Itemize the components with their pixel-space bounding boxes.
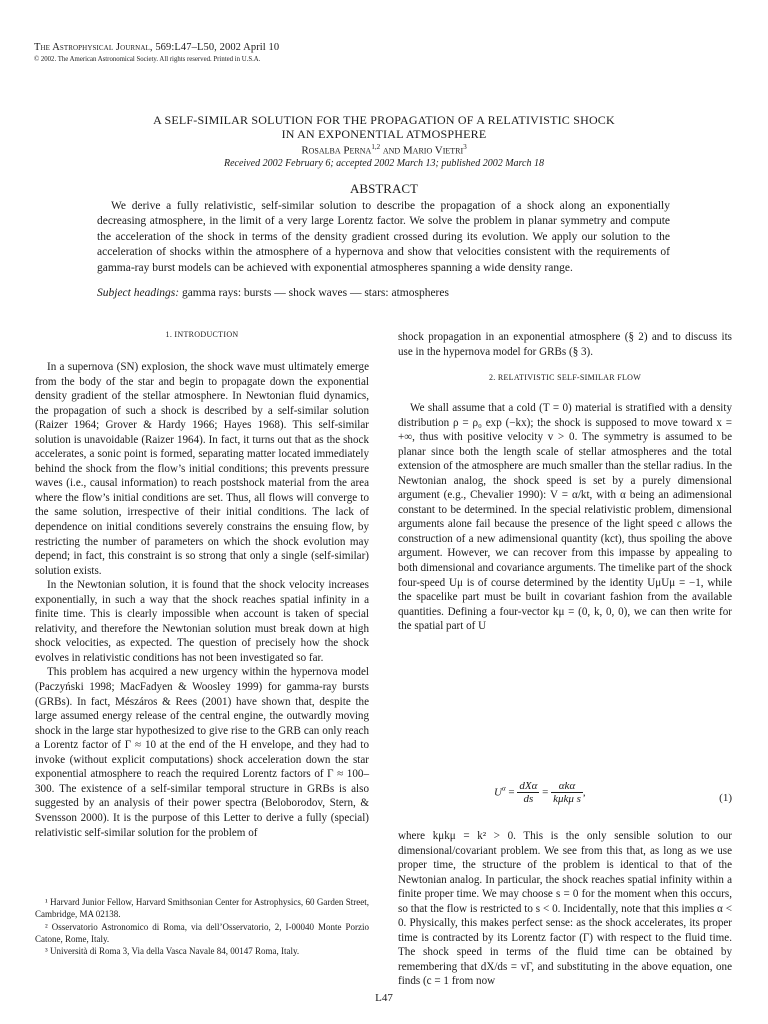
intro-paragraph-3: This problem has acquired a new urgency within the hypernova model (Paczyński 1998; MacFadyen & Woosley 1999) for gamma-ray bursts (GRBs). In fact, Mészáros & Rees (2001) have shown that, despite the large assumed energy release of the central engine, the outwardly moving shock in the large star hypothesized to give rise to the GRB can only reach a Lorentz factor of Γ ≈ 10 at the end of the H envelope, and they had to invoke (without explicit computations) shock acceleration down the star exponential atmosphere to reach the required Lorentz factors of Γ ≈ 100–300. The existence of a self-similar temporal structure in GRBs is also suggested by an analysis of their power spectra (Beloborodov, Stern, & Svensson 2000). It is the purpose of this Letter to derive a fully (special) relativistic self-similar solution for the problem of xyxy=(35,666,369,839)
section-2-after-equation xyxy=(398,829,732,989)
equation-body xyxy=(494,780,586,805)
title-line-2: IN AN EXPONENTIAL ATMOSPHERE xyxy=(281,127,487,141)
intro-continuation: shock propagation in an exponential atmosphere (§ 2) and to discuss its use in the hypernova model for GRBs (§ 3). xyxy=(398,331,732,358)
author-1: Rosalba Perna xyxy=(301,144,372,157)
author-list xyxy=(60,143,708,157)
intro-paragraph-2: In the Newtonian solution, it is found that the shock velocity increases exponentially, in such a way that the shock reaches spatial infinity in a finite time. This is clearly impossible when account is taken of special relativity, and therefore the Newtonian solution must break down at high shock velocities, as expected. The question of precisely how the shock evolves in relativistic conditions has not been investigated so far. xyxy=(35,579,369,664)
subject-headings-label: Subject headings: xyxy=(97,287,180,299)
subject-headings-text: gamma rays: bursts — shock waves — stars: atmospheres xyxy=(179,287,449,299)
section-1-heading: 1. INTRODUCTION xyxy=(165,330,239,339)
received-dates: Received 2002 February 6; accepted 2002 March 13; published 2002 March 18 xyxy=(223,158,544,169)
equation-fraction-1-numerator: dXα xyxy=(519,780,538,792)
footnote-3: ³ Università di Roma 3, Via della Vasca Navale 84, 00147 Roma, Italy. xyxy=(45,946,300,957)
section-2-body xyxy=(398,401,732,634)
journal-header xyxy=(34,42,279,53)
author-1-affiliation: 1,2 xyxy=(371,143,381,151)
section-2-paragraph-1: We shall assume that a cold (T = 0) material is stratified with a density distribution ρ = ρ₀ exp (−kx); the shock is supposed to move toward x = +∞, thus with positive velocity v > 0. The symmetry is assumed to be planar since both the length scale of stellar atmospheres and the total extension of the atmosphere are much smaller than the stellar radius. In the Newtonian analog, the shock speed is set by a purely dimensional argument (e.g., Chevalier 1990): V = α/kt, with α being an adimensional constant to be determined. In the special relativistic problem, dimensional arguments alone fail because the presence of the light speed c allows the construction of a new adimensional quantity (kct), thus spoiling the above argument. However, we can recover from this impasse by appealing to both dimensional and covariance arguments. The timelike part of the shock four-speed Uμ is of course determined by the identity UμUμ = −1, while the spacelike part must be built in covariant fashion from the available quantities. Defining a four-vector kμ = (0, k, 0, 0), we can then write for the spatial part of U xyxy=(398,402,732,633)
abstract-text: We derive a fully relativistic, self-similar solution to describe the propagation of a shock along an exponentially decreasing atmosphere, in the limit of a very large Lorentz factor. We solve the problem in planar symmetry and compute the acceleration of the shock in terms of the density gradient crossed during its evolution. We apply our solution to the acceleration of shocks within the atmosphere of a hypernova and show that velocities consistent with the requirements of gamma-ray burst models can be achieved with exponential atmospheres spanning a wide density range. xyxy=(97,200,670,274)
intro-paragraph-1: In a supernova (SN) explosion, the shock wave must ultimately emerge from the body of the star and begin to propagate down the exponential density gradient of the stellar atmosphere. In Newtonian fluid dynamics, the propagation of such a shock is described by a self-similar solution (Raizer 1964; Grover & Hardy 1966; Hayes 1968). This self-similar solution is unavoidable (Raizer 1964). In fact, it turns out that as the shock accelerates, a sonic point is formed, separating matter located immediately behind the shock from the flow’s initial conditions; this prevents pressure waves (i.e., causal information) to reach postshock material from the area where the flow’s initial conditions are set. Thus, all flows will converge to the same solution, irrespective of their initial conditions. The lack of dependence on initial conditions severely constrains the ensuing flow, by restricting the number of parameters on which the shock evolution may depend; in fact, this constraint is so strong that only a single (self-similar) solution exists. xyxy=(35,361,369,577)
abstract-heading: ABSTRACT xyxy=(350,181,418,196)
equation-lhs: U xyxy=(494,786,502,799)
footnote-1: ¹ Harvard Junior Fellow, Harvard Smithsonian Center for Astrophysics, 60 Garden Street, Cambridge, MA 02138. xyxy=(35,897,369,920)
author-conjunction: and xyxy=(380,144,403,157)
subject-headings xyxy=(97,287,670,299)
equation-comma: , xyxy=(582,786,586,799)
equation-fraction-2-numerator: αkα xyxy=(551,780,583,793)
equation-equals-2: = xyxy=(539,786,552,799)
left-column-body xyxy=(35,360,369,840)
journal-citation: , 569:L47–L50, 2002 April 10 xyxy=(149,42,280,53)
footnotes xyxy=(35,896,369,957)
equation-fraction-2-denominator: kμkμ s xyxy=(553,793,581,805)
journal-name: The Astrophysical Journal xyxy=(34,42,150,53)
equation-number: (1) xyxy=(719,792,732,804)
equation-fraction-1 xyxy=(517,780,539,805)
equation-lhs-index: α xyxy=(501,784,506,793)
paper-title xyxy=(60,113,708,141)
equation-fraction-1-denominator: ds xyxy=(523,793,534,805)
footnote-2: ² Osservatorio Astronomico di Roma, via dell’Osservatorio, 2, I-00040 Monte Porzio Catone, Rome, Italy. xyxy=(35,921,369,944)
section-2-heading: 2. RELATIVISTIC SELF-SIMILAR FLOW xyxy=(488,373,642,382)
copyright-line: © 2002. The American Astronomical Society. All rights reserved. Printed in U.S.A. xyxy=(34,56,261,63)
author-2: Mario Vietri xyxy=(402,144,464,157)
page-number: L47 xyxy=(375,992,393,1004)
title-line-1: A SELF-SIMILAR SOLUTION FOR THE PROPAGATION OF A RELATIVISTIC SHOCK xyxy=(153,113,615,127)
equation-equals-1: = xyxy=(505,786,518,799)
right-column-continuation xyxy=(398,330,732,359)
author-2-affiliation: 3 xyxy=(463,143,467,151)
section-2-paragraph-2: where kμkμ = k² > 0. This is the only sensible solution to our dimensional/covariant problem. We see from this that, as long as we use proper time, the structure of the problem is identical to that of the Newtonian analog. In particular, the shock reaches spatial infinity within a finite proper time. We may choose s = 0 for the moment when this occurs, so that the flow is restricted to s < 0. Incidentally, note that this implies α < 0. Physically, this makes perfect sense: as the shock accelerates, its proper time is contracted by its Lorentz factor (Γ) with respect to the fluid time. The shock speed in terms of the fluid time can be obtained by remembering that dX/ds = vΓ, and substituting in the above equation, one finds (c = 1 from now xyxy=(398,830,732,988)
equation-fraction-2 xyxy=(551,780,583,805)
equation-1 xyxy=(398,780,732,820)
